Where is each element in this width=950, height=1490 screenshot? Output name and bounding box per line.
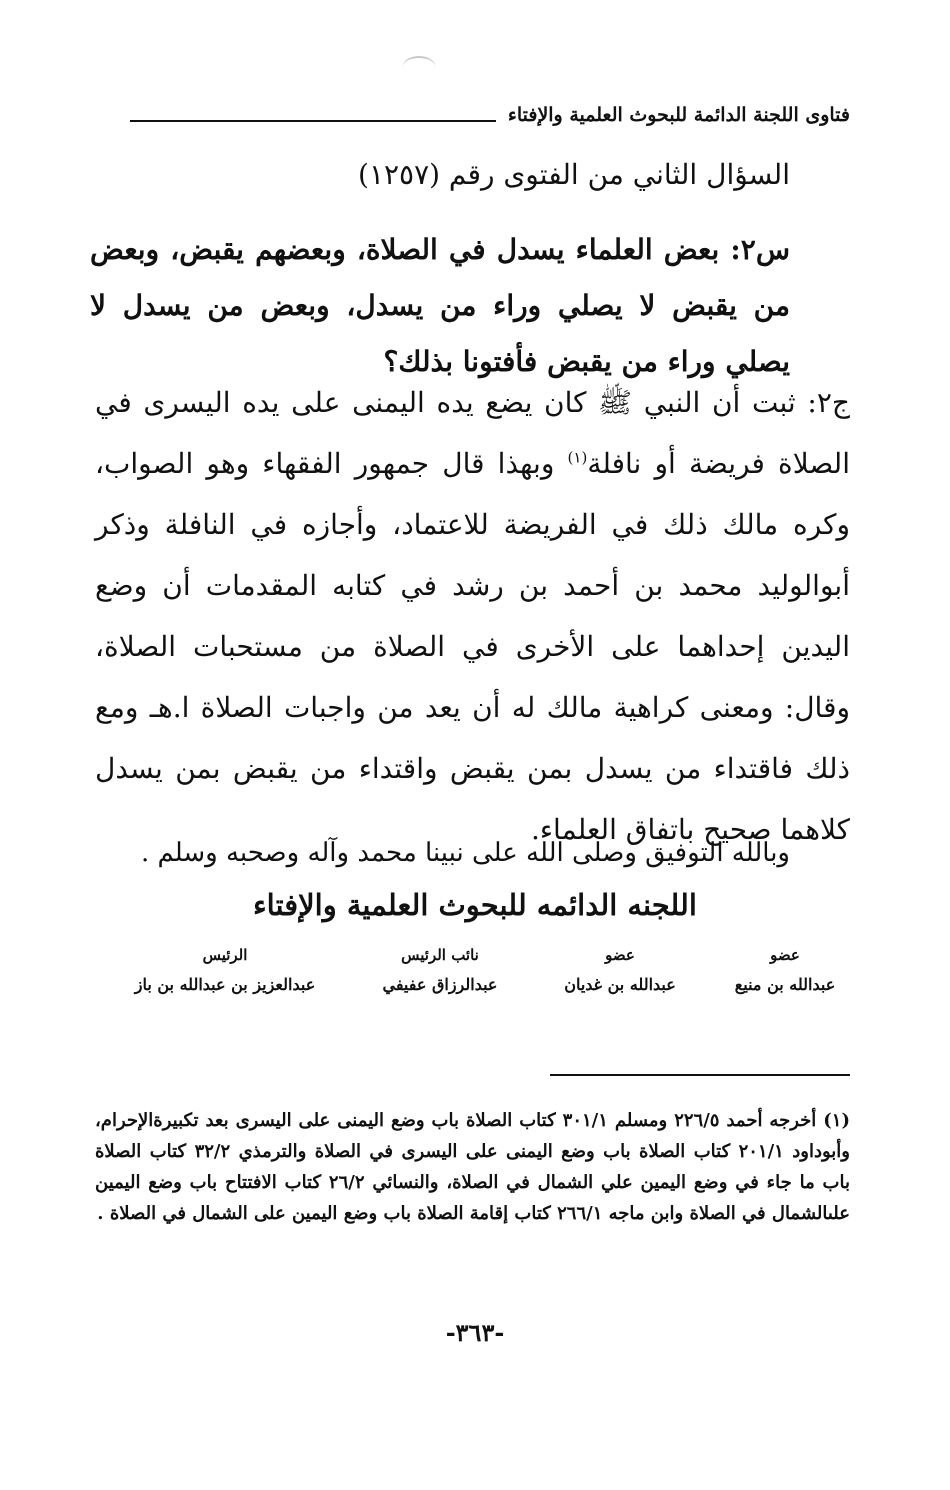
question-heading: السؤال الثاني من الفتوى رقم (١٢٥٧) [358,158,790,191]
header-rule [130,120,496,122]
running-title: فتاوى اللجنة الدائمة للبحوث العلمية والإفتاء [507,104,850,126]
footnote-text: (١) أخرجه أحمد ٢٢٦/٥ ومسلم ٣٠١/١ كتاب الصلاة باب وضع اليمنى على اليسرى بعد تكبيرةالإحرام، وأبوداود ٢٠١/١ كتاب الصلاة باب وضع اليمنى على اليسرى في الصلاة والترمذي ٣٢/٢ كتاب الصلاة باب ما جاء في وضع اليمين علي الشمال في الصلاة، والنسائي ٢٦/٢ كتاب الافتتاح باب وضع اليمين علىالشمال في الصلاة وابن ماجه ٢٦٦/١ كتاب إقامة الصلاة باب وضع اليمين على الشمال في الصلاة . [95,1110,850,1224]
closing-line: وبالله التوفيق وصلى الله على نبينا محمد وآله وصحبه وسلم . [140,838,790,868]
signatories [100,940,840,1020]
committee-name: اللجنه الدائمه للبحوث العلمية والإفتاء [253,888,697,922]
footnote-marker: (١) [567,448,588,467]
signatory-role: عضو [770,946,800,964]
answer-part-2: وبهذا قال جمهور الفقهاء وهو الصواب، وكره مالك ذلك في الفريضة للاعتماد، وأجازه في النافلة وذكر أبوالوليد محمد بن أحمد بن رشد في كتابه المقدمات أن وضع اليدين إحداهما على الأخرى في الصلاة من مستحبات الصلاة، وقال: ومعنى كراهية مالك له أن يعد من واجبات الصلاة ا.هـ ومع ذلك فاقتداء من يسدل بمن يقبض واقتداء من يقبض بمن يسدل كلاهما صحيح باتفاق العلماء. [95,447,850,846]
signatory-name: عبدالعزيز بن عبدالله بن باز [134,975,316,994]
signatory-name: عبدالله بن غديان [564,975,676,994]
signatory [730,940,840,1000]
signatory [100,940,350,1000]
answer-part-1: ج٢: ثبت أن النبي ﷺ كان يضع يده اليمنى على يده اليسرى في الصلاة فريضة أو نافلة [95,386,850,480]
signatory-role: نائب الرئيس [401,946,479,964]
signatory [550,940,690,1000]
page-number: -٣٦٣- [445,1318,505,1347]
signatory-name: عبدالله بن منيع [734,975,836,994]
footnote-rule [550,1074,850,1076]
signatory-role: عضو [605,946,635,964]
question-text: س٢: بعض العلماء يسدل في الصلاة، وبعضهم يقبض، وبعض من يقبض لا يصلي وراء من يسدل، وبعض من يسدل لا يصلي وراء من يقبض فأفتونا بذلك؟ [90,233,790,378]
answer-text [95,372,850,860]
running-header [130,104,850,126]
signatory-role: الرئيس [202,946,248,964]
signatory-name: عبدالرزاق عفيفي [382,975,498,994]
signatory [360,940,520,1000]
scan-mark [402,56,436,80]
